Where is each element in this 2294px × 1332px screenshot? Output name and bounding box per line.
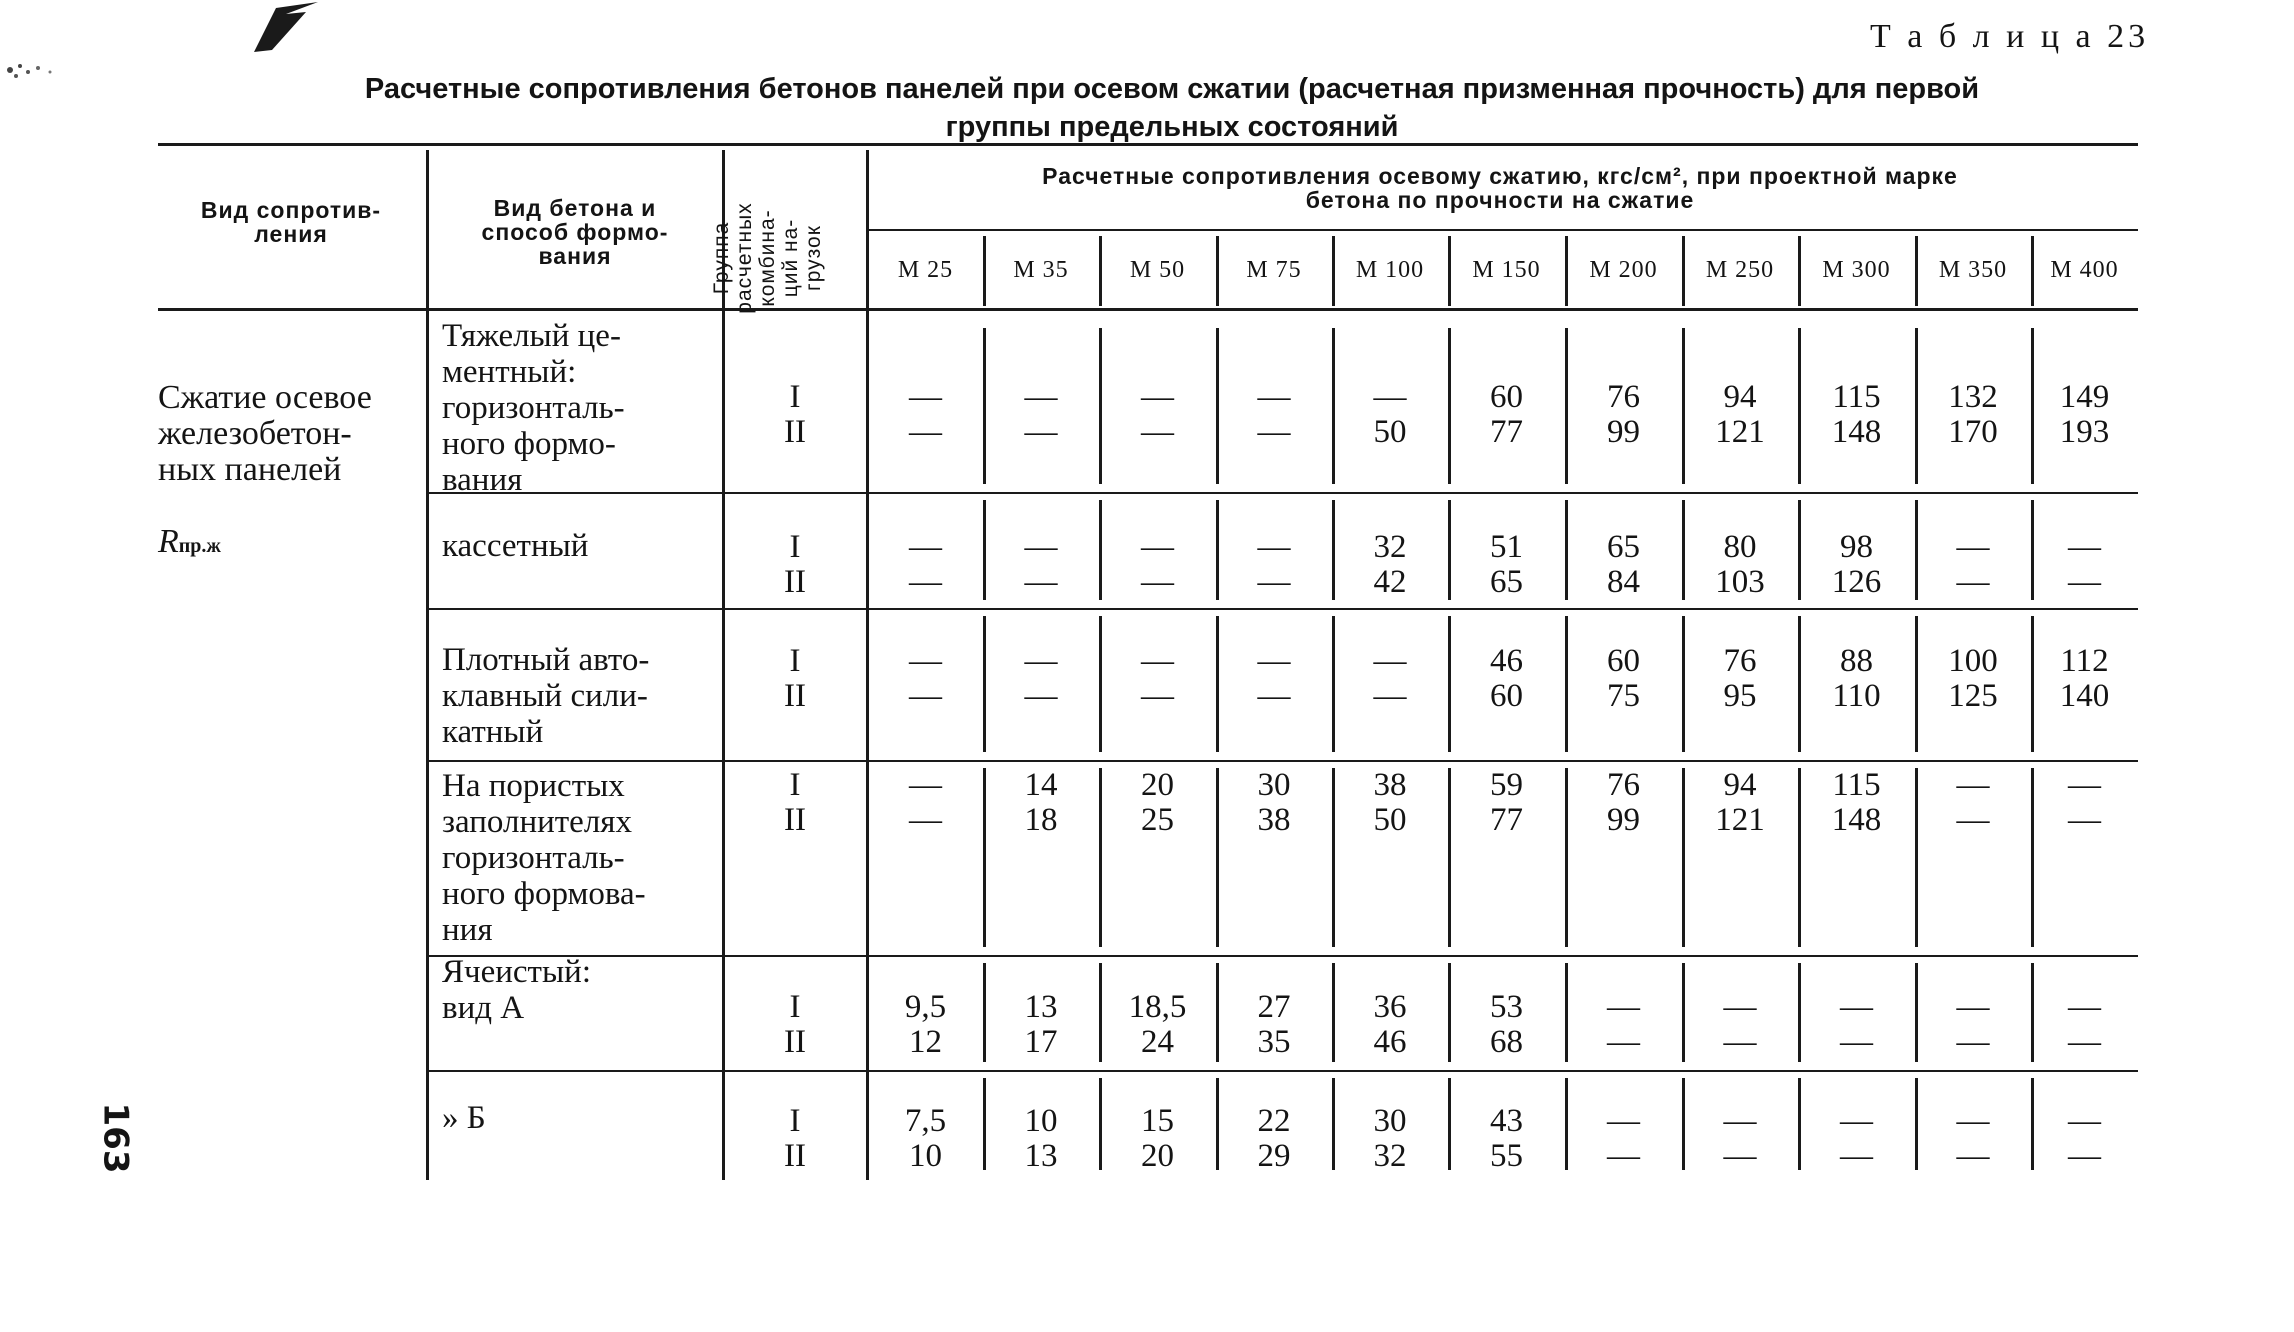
value-cell-r5-c2: 13 17: [1024, 989, 1058, 1060]
value-cell-r5-c4: 27 35: [1257, 989, 1291, 1060]
value-cell-r3-c1: — —: [909, 643, 942, 714]
value-cell-r1-c1: — —: [909, 379, 942, 450]
value-cell-r5-c5: 36 46: [1373, 989, 1407, 1060]
value-cell-r4-c11: — —: [2068, 767, 2101, 838]
rule-row-2: [428, 608, 2138, 610]
value-cell-r4-c4: 30 38: [1257, 767, 1291, 838]
value-cell-r2-c6: 51 65: [1490, 529, 1523, 600]
header-grades-caption: [870, 164, 2130, 212]
resistance-type-cell: [158, 344, 428, 564]
value-cell-r2-c1: — —: [909, 529, 942, 600]
concrete-type-2: кассетный: [442, 528, 589, 564]
value-cell-r5-c6: 53 68: [1490, 989, 1523, 1060]
value-cell-r1-c11: 149 193: [2059, 379, 2110, 450]
value-cell-r1-c10: 132 170: [1948, 379, 1998, 450]
rule-top: [158, 143, 2138, 146]
header-grades-caption-line-1: Расчетные сопротивления осевому сжатию, кгс/см², при проектной марке: [1042, 163, 1958, 189]
value-cell-r2-c3: — —: [1141, 529, 1174, 600]
grade-header-3: М 50: [1129, 257, 1186, 283]
concrete-type-6: » Б: [442, 1100, 486, 1136]
value-cell-r5-c3: 18,5 24: [1128, 989, 1187, 1060]
load-group-1: I II: [784, 379, 806, 450]
value-cell-r4-c10: — —: [1956, 767, 1990, 838]
value-cell-r5-c11: — —: [2068, 989, 2101, 1060]
scan-noise-decoration: [0, 50, 70, 90]
value-cell-r2-c2: — —: [1024, 529, 1058, 600]
value-cell-r6-c6: 43 55: [1490, 1103, 1523, 1174]
value-cell-r4-c3: 20 25: [1141, 767, 1174, 838]
value-cell-r1-c5: — 50: [1373, 379, 1407, 450]
value-cell-r6-c4: 22 29: [1257, 1103, 1291, 1174]
value-cell-r1-c3: — —: [1141, 379, 1174, 450]
value-cell-r6-c5: 30 32: [1373, 1103, 1407, 1174]
value-cell-r2-c4: — —: [1257, 529, 1291, 600]
value-cell-r5-c9: — —: [1840, 989, 1873, 1060]
grade-header-1: М 25: [897, 257, 954, 283]
header-grades-caption-line-2: бетона по прочности на сжатие: [1305, 187, 1695, 213]
value-cell-r1-c8: 94 121: [1715, 379, 1765, 450]
value-cell-r3-c5: — —: [1373, 643, 1407, 714]
rule-row-5: [428, 1070, 2138, 1072]
value-cell-r1-c6: 60 77: [1490, 379, 1523, 450]
value-cell-r5-c8: — —: [1723, 989, 1757, 1060]
value-cell-r5-c10: — —: [1956, 989, 1990, 1060]
resistance-symbol-subscript: пр.ж: [178, 535, 221, 557]
value-cell-r1-c4: — —: [1257, 379, 1291, 450]
value-cell-r4-c8: 94 121: [1715, 767, 1765, 838]
concrete-type-1: Тяжелый це- ментный: горизонталь- ного формо- вания: [442, 318, 625, 498]
load-group-4: I II: [784, 767, 806, 838]
value-cell-r6-c2: 10 13: [1024, 1103, 1058, 1174]
grade-header-8: М 250: [1705, 257, 1775, 283]
concrete-type-4: На пористых заполнителях горизонталь- ного формова- ния: [442, 768, 646, 948]
value-cell-r1-c2: — —: [1024, 379, 1058, 450]
rule-col-resistance: [426, 150, 429, 1180]
value-cell-r6-c8: — —: [1723, 1103, 1757, 1174]
value-cell-r6-c10: — —: [1956, 1103, 1990, 1174]
load-group-6: I II: [784, 1103, 806, 1174]
value-cell-r2-c11: — —: [2068, 529, 2101, 600]
rule-grades-caption: [868, 229, 2138, 231]
resistance-symbol: R: [158, 523, 179, 560]
table-title: [222, 70, 2122, 146]
value-cell-r2-c5: 32 42: [1373, 529, 1407, 600]
value-cell-r2-c9: 98 126: [1831, 529, 1882, 600]
value-cell-r4-c1: — —: [909, 767, 942, 838]
table-title-line-2: группы предельных состояний: [945, 111, 1399, 143]
load-group-3: I II: [784, 643, 806, 714]
grade-header-11: М 400: [2050, 257, 2119, 283]
header-concrete-type: Вид бетона и способ формо- вания: [481, 195, 669, 269]
grade-header-5: М 100: [1355, 257, 1425, 283]
value-cell-r3-c10: 100 125: [1948, 643, 1998, 714]
value-cell-r3-c7: 60 75: [1607, 643, 1640, 714]
grade-header-9: М 300: [1822, 257, 1891, 283]
value-cell-r6-c7: — —: [1607, 1103, 1640, 1174]
value-cell-r3-c3: — —: [1141, 643, 1174, 714]
value-cell-r1-c9: 115 148: [1831, 379, 1882, 450]
load-group-2: I II: [784, 529, 806, 600]
value-cell-r2-c7: 65 84: [1607, 529, 1640, 600]
value-cell-r6-c11: — —: [2068, 1103, 2101, 1174]
ink-mark-decoration: [246, 0, 326, 60]
resistance-type-text: Сжатие осевое железобетон- ных панелей: [158, 379, 372, 488]
value-cell-r2-c10: — —: [1956, 529, 1990, 600]
value-cell-r3-c6: 46 60: [1490, 643, 1523, 714]
concrete-type-5: Ячеистый: вид А: [442, 954, 591, 1026]
grade-header-7: М 200: [1589, 257, 1658, 283]
table-label: Т а б л и ц а 23: [1870, 18, 2150, 55]
header-load-group: Группа расчетных комбина- ций на- грузок: [710, 202, 825, 314]
value-cell-r4-c6: 59 77: [1490, 767, 1523, 838]
value-cell-r6-c1: 7,5 10: [904, 1103, 947, 1174]
value-cell-r4-c9: 115 148: [1831, 767, 1882, 838]
value-cell-r5-c7: — —: [1607, 989, 1640, 1060]
value-cell-r5-c1: 9,5 12: [904, 989, 947, 1060]
grade-header-6: М 150: [1472, 257, 1541, 283]
value-cell-r6-c9: — —: [1840, 1103, 1873, 1174]
value-cell-r4-c7: 76 99: [1607, 767, 1640, 838]
grade-header-2: М 35: [1013, 257, 1069, 283]
concrete-type-3: Плотный авто- клавный сили- катный: [442, 642, 650, 750]
value-cell-r3-c11: 112 140: [2059, 643, 2110, 714]
header-resistance-type: Вид сопротив- ления: [200, 197, 382, 247]
rule-row-3: [428, 760, 2138, 762]
value-cell-r3-c2: — —: [1024, 643, 1058, 714]
value-cell-r3-c9: 88 110: [1832, 643, 1881, 714]
load-group-5: I II: [784, 989, 806, 1060]
value-cell-r6-c3: 15 20: [1141, 1103, 1174, 1174]
grade-header-10: М 350: [1938, 257, 2008, 283]
value-cell-r4-c5: 38 50: [1373, 767, 1407, 838]
table-title-line-1: Расчетные сопротивления бетонов панелей при осевом сжатии (расчетная призменная прочность) для первой: [364, 73, 1980, 105]
value-cell-r1-c7: 76 99: [1607, 379, 1640, 450]
rule-header-bottom: [158, 308, 2138, 311]
value-cell-r4-c2: 14 18: [1024, 767, 1058, 838]
value-cell-r3-c4: — —: [1257, 643, 1291, 714]
value-cell-r3-c8: 76 95: [1723, 643, 1757, 714]
value-cell-r2-c8: 80 103: [1715, 529, 1765, 600]
page-number: 163: [95, 1102, 136, 1174]
grade-header-4: М 75: [1246, 257, 1302, 283]
